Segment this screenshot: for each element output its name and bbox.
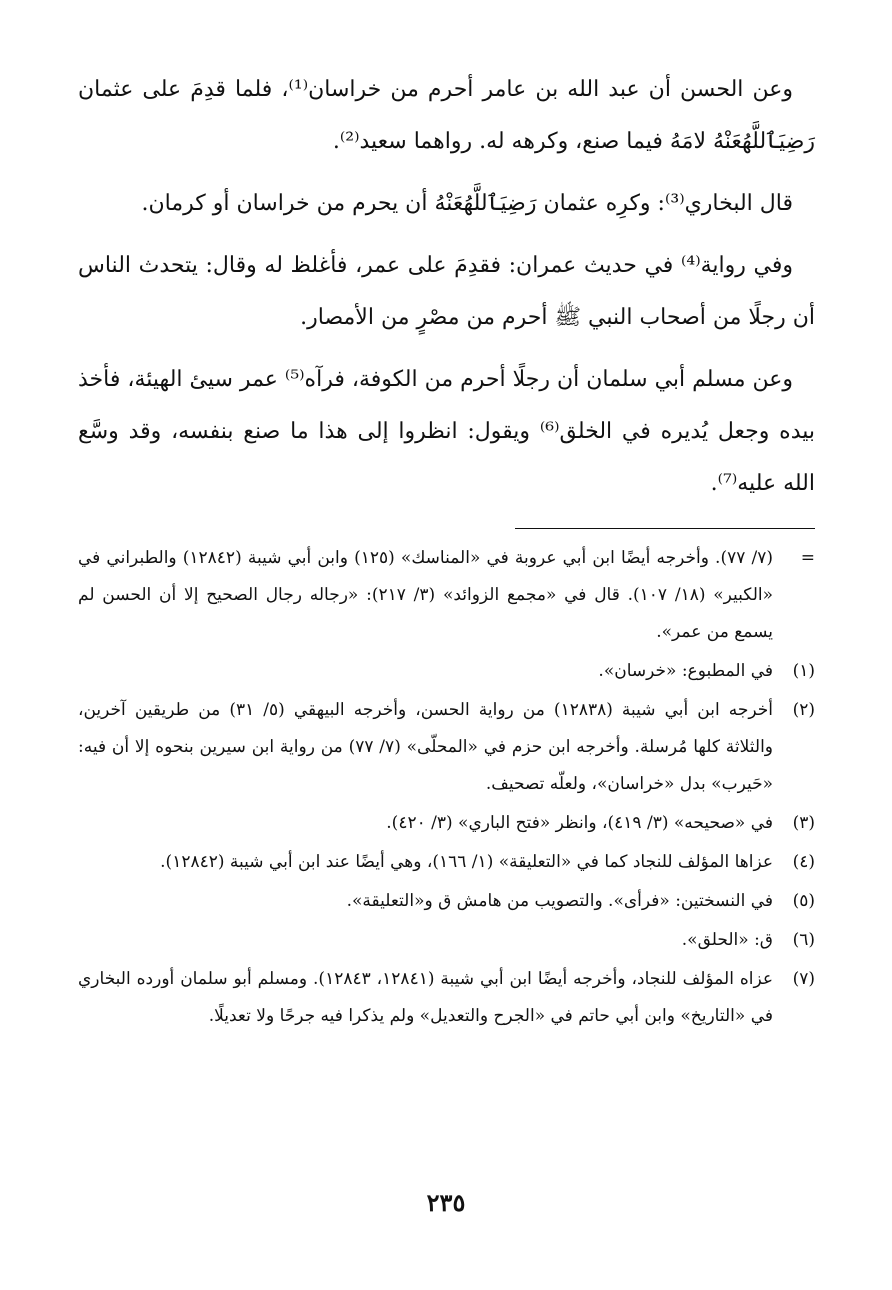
footnote-marker: = [800, 548, 815, 568]
footnote-number: (٢) [792, 700, 815, 720]
footnote-4 [78, 844, 815, 881]
footnote-3 [78, 805, 815, 842]
main-text [78, 64, 815, 520]
page-number: ٢٣٥ [426, 1188, 466, 1217]
footnote-text: عزاها المؤلف للنجاد كما في «التعليقة» (١/ ١٦٦)، وهي أيضًا عند ابن أبي شيبة (١٢٨٤٢). [160, 852, 773, 872]
footnote-continuation [78, 540, 815, 651]
footnote-number: (١) [792, 661, 815, 681]
footnote-text: في المطبوع: «خرسان». [598, 661, 773, 681]
footnote-separator [515, 528, 815, 529]
footnote-text: في النسختين: «فرأى». والتصويب من هامش ق و«التعليقة». [346, 891, 773, 911]
footnote-2 [78, 692, 815, 803]
footnote-text: ق: «الحلق». [681, 930, 773, 950]
footnote-text: أخرجه ابن أبي شيبة (١٢٨٣٨) من رواية الحسن، وأخرجه البيهقي (٥/ ٣١) من طريقين آخرين، والثلاثة كلها مُرسلة. وأخرجه ابن حزم في «المحلّى» (٧/ ٧٧) من رواية ابن سيرين بنحوه إلا أن فيه: «حَيرب» بدل «خراسان»، ولعلّه تصحيف. [78, 700, 774, 794]
footnote-6 [78, 922, 815, 959]
paragraph-1: وعن الحسن أن عبد الله بن عامر أحرم من خراسان⁽¹⁾، فلما قدِمَ على عثمان رَضِيَٱللَّهُعَنْهُ لامَهُ فيما صنع، وكرهه له. رواهما سعيد⁽²⁾. [78, 77, 815, 154]
footnote-number: (٧) [792, 969, 815, 989]
footnote-text: عزاه المؤلف للنجاد، وأخرجه أيضًا ابن أبي شيبة (١٢٨٤١، ١٢٨٤٣). ومسلم أبو سلمان أورده البخاري في «التاريخ» وابن أبي حاتم في «الجرح والتعديل» ولم يذكرا فيه جرحًا ولا تعديلًا. [78, 969, 774, 1026]
footnote-5 [78, 883, 815, 920]
paragraph-4: وعن مسلم أبي سلمان أن رجلًا أحرم من الكوفة، فرآه⁽⁵⁾ عمر سيئ الهيئة، فأخذ بيده وجعل يُديره في الخلق⁽⁶⁾ ويقول: انظروا إلى هذا ما صنع بنفسه، وقد وسَّع الله عليه⁽⁷⁾. [78, 367, 815, 496]
footnote-number: (٥) [792, 891, 815, 911]
paragraph-3: وفي رواية⁽⁴⁾ في حديث عمران: فقدِمَ على عمر، فأغلظ له وقال: يتحدث الناس أن رجلًا من أصحاب النبي ﷺ أحرم من مصْرٍ من الأمصار. [78, 253, 815, 330]
footnote-7 [78, 961, 815, 1035]
footnote-text: في «صحيحه» (٣/ ٤١٩)، وانظر «فتح الباري» (٣/ ٤٢٠). [386, 813, 773, 833]
footnote-1 [78, 653, 815, 690]
footnote-number: (٦) [792, 930, 815, 950]
footnotes [78, 540, 815, 1037]
footnote-number: (٣) [792, 813, 815, 833]
footnote-number: (٤) [792, 852, 815, 872]
footnote-text: (٧/ ٧٧). وأخرجه أيضًا ابن أبي عروبة في «المناسك» (١٢٥) وابن أبي شيبة (١٢٨٤٢) والطبراني في «الكبير» (١٨/ ١٠٧). قال في «مجمع الزوائد» (٣/ ٢١٧): «رجاله رجال الصحيح إلا أن الحسن لم يسمع من عمر». [78, 548, 773, 642]
paragraph-2: قال البخاري⁽³⁾: وكرِه عثمان رَضِيَٱللَّهُعَنْهُ أن يحرم من خراسان أو كرمان. [141, 191, 793, 216]
